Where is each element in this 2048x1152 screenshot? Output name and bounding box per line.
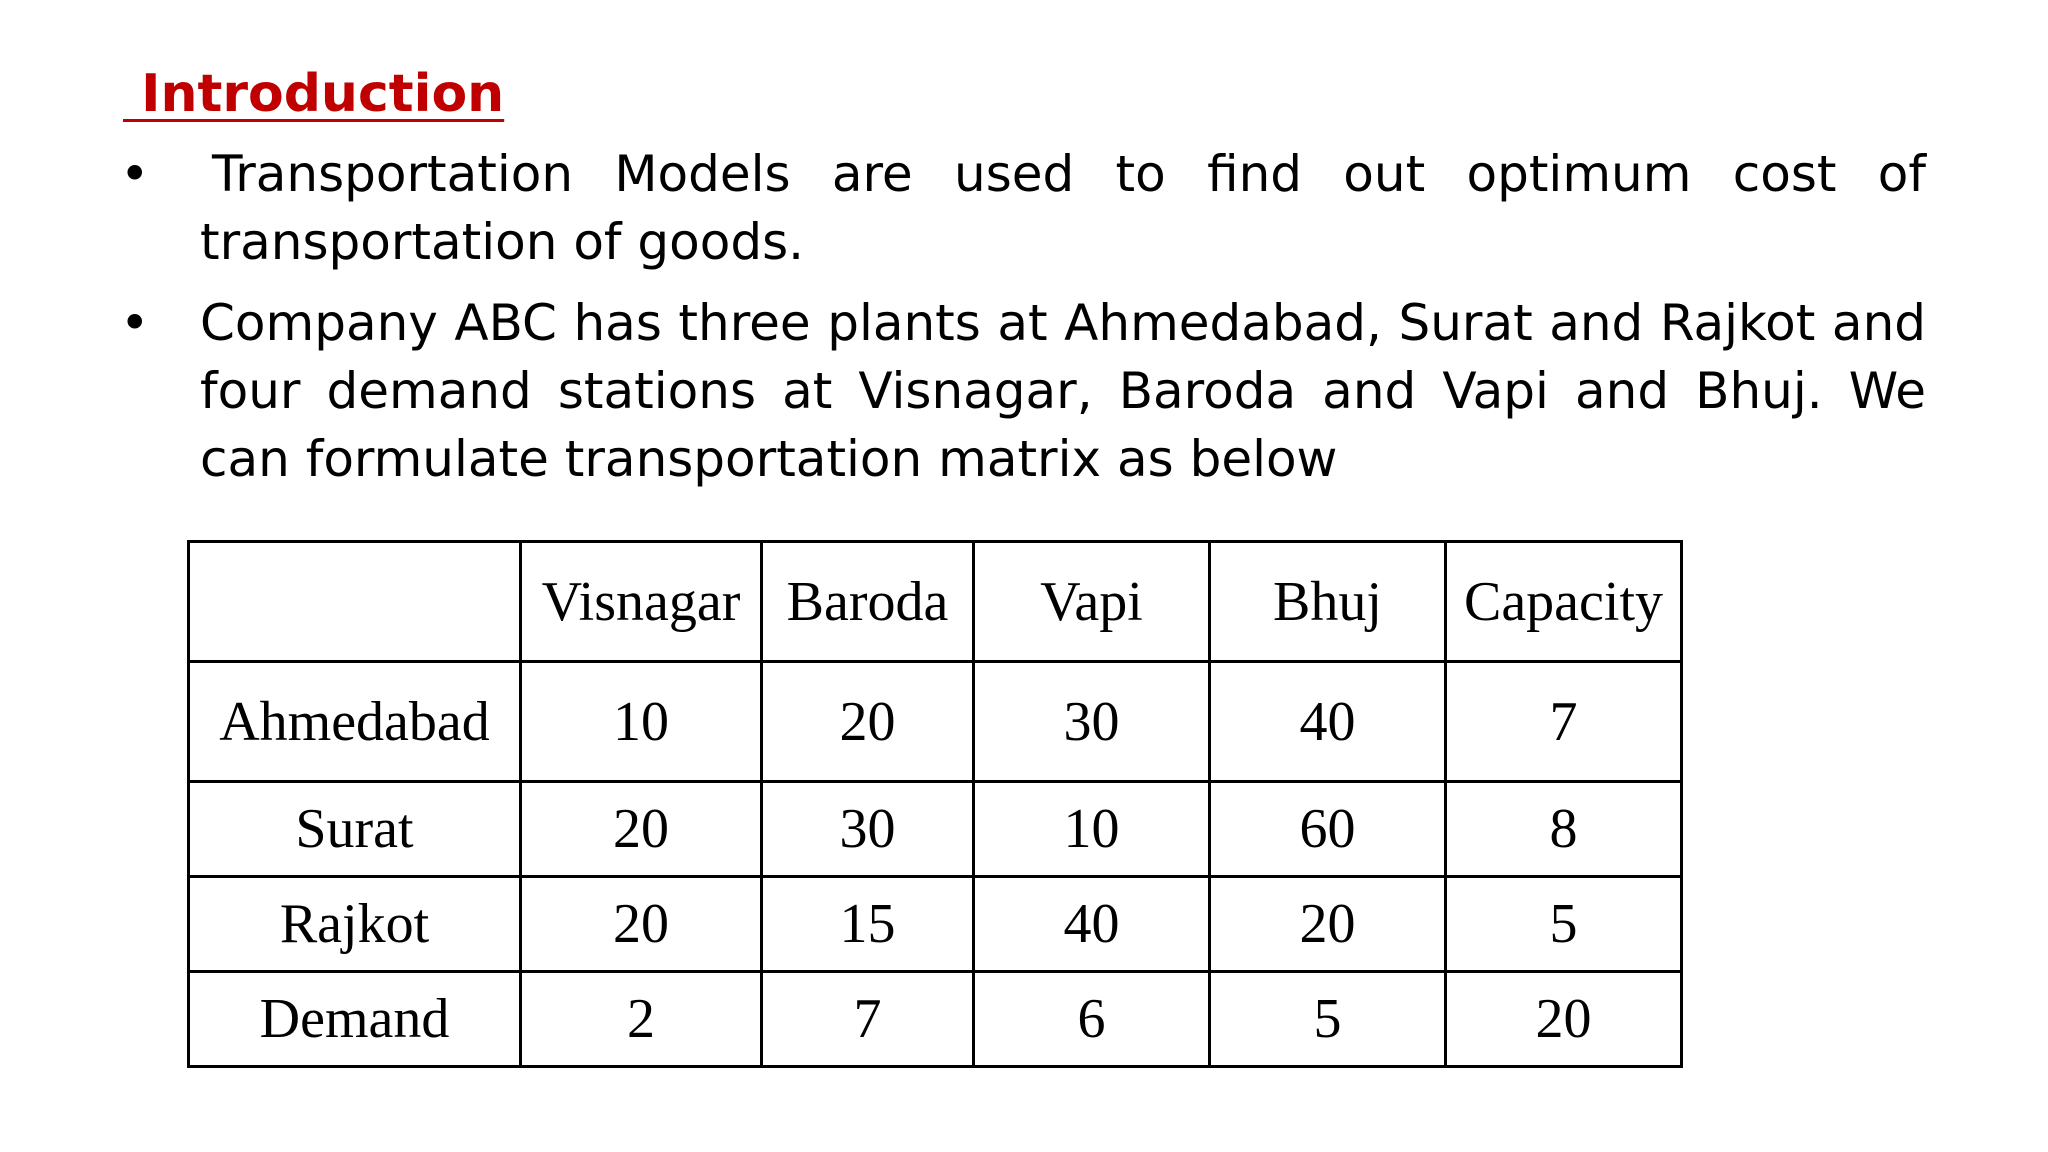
table-row xyxy=(189,972,1682,1067)
table-cell: 20 xyxy=(762,662,974,782)
table-cell: 7 xyxy=(1446,662,1682,782)
table-cell: 40 xyxy=(974,877,1210,972)
row-label-cell: Surat xyxy=(189,782,521,877)
table-cell: 10 xyxy=(521,662,762,782)
transportation-matrix xyxy=(187,540,1683,1068)
bullet-marker: • xyxy=(120,294,150,352)
table-cell: 20 xyxy=(1446,972,1682,1067)
bullet-text: Company ABC has three plants at Ahmedabad, Surat and Rajkot and four demand stations at Visnagar, Baroda and Vapi and Bhuj. We can formulate transportation matrix as below xyxy=(200,294,1926,488)
header-cell: Visnagar xyxy=(521,542,762,662)
table-row xyxy=(189,782,1682,877)
table-cell: 20 xyxy=(1210,877,1446,972)
slide-title: Introduction xyxy=(123,64,505,124)
transportation-table xyxy=(187,540,1683,1068)
table-cell: 5 xyxy=(1210,972,1446,1067)
table-cell: 2 xyxy=(521,972,762,1067)
table-cell: 8 xyxy=(1446,782,1682,877)
table-cell: 30 xyxy=(974,662,1210,782)
table-row xyxy=(189,877,1682,972)
table-cell: 7 xyxy=(762,972,974,1067)
bullet-list xyxy=(120,140,1926,506)
table-cell: 5 xyxy=(1446,877,1682,972)
table-cell: 10 xyxy=(974,782,1210,877)
table-cell: 20 xyxy=(521,877,762,972)
table-cell: 60 xyxy=(1210,782,1446,877)
table-cell: 30 xyxy=(762,782,974,877)
bullet-item xyxy=(120,140,1926,276)
table-cell: 6 xyxy=(974,972,1210,1067)
header-cell: Baroda xyxy=(762,542,974,662)
bullet-text: Transportation Models are used to find out optimum cost of transportation of goods. xyxy=(200,145,1926,271)
header-cell: Vapi xyxy=(974,542,1210,662)
bullet-item xyxy=(120,289,1926,493)
table-cell: 20 xyxy=(521,782,762,877)
header-cell: Bhuj xyxy=(1210,542,1446,662)
row-label-cell: Ahmedabad xyxy=(189,662,521,782)
table-cell: 40 xyxy=(1210,662,1446,782)
header-cell: Capacity xyxy=(1446,542,1682,662)
bullet-marker: • xyxy=(120,145,150,203)
table-cell: 15 xyxy=(762,877,974,972)
header-cell-empty xyxy=(189,542,521,662)
table-header-row xyxy=(189,542,1682,662)
row-label-cell: Rajkot xyxy=(189,877,521,972)
row-label-cell: Demand xyxy=(189,972,521,1067)
table-row xyxy=(189,662,1682,782)
